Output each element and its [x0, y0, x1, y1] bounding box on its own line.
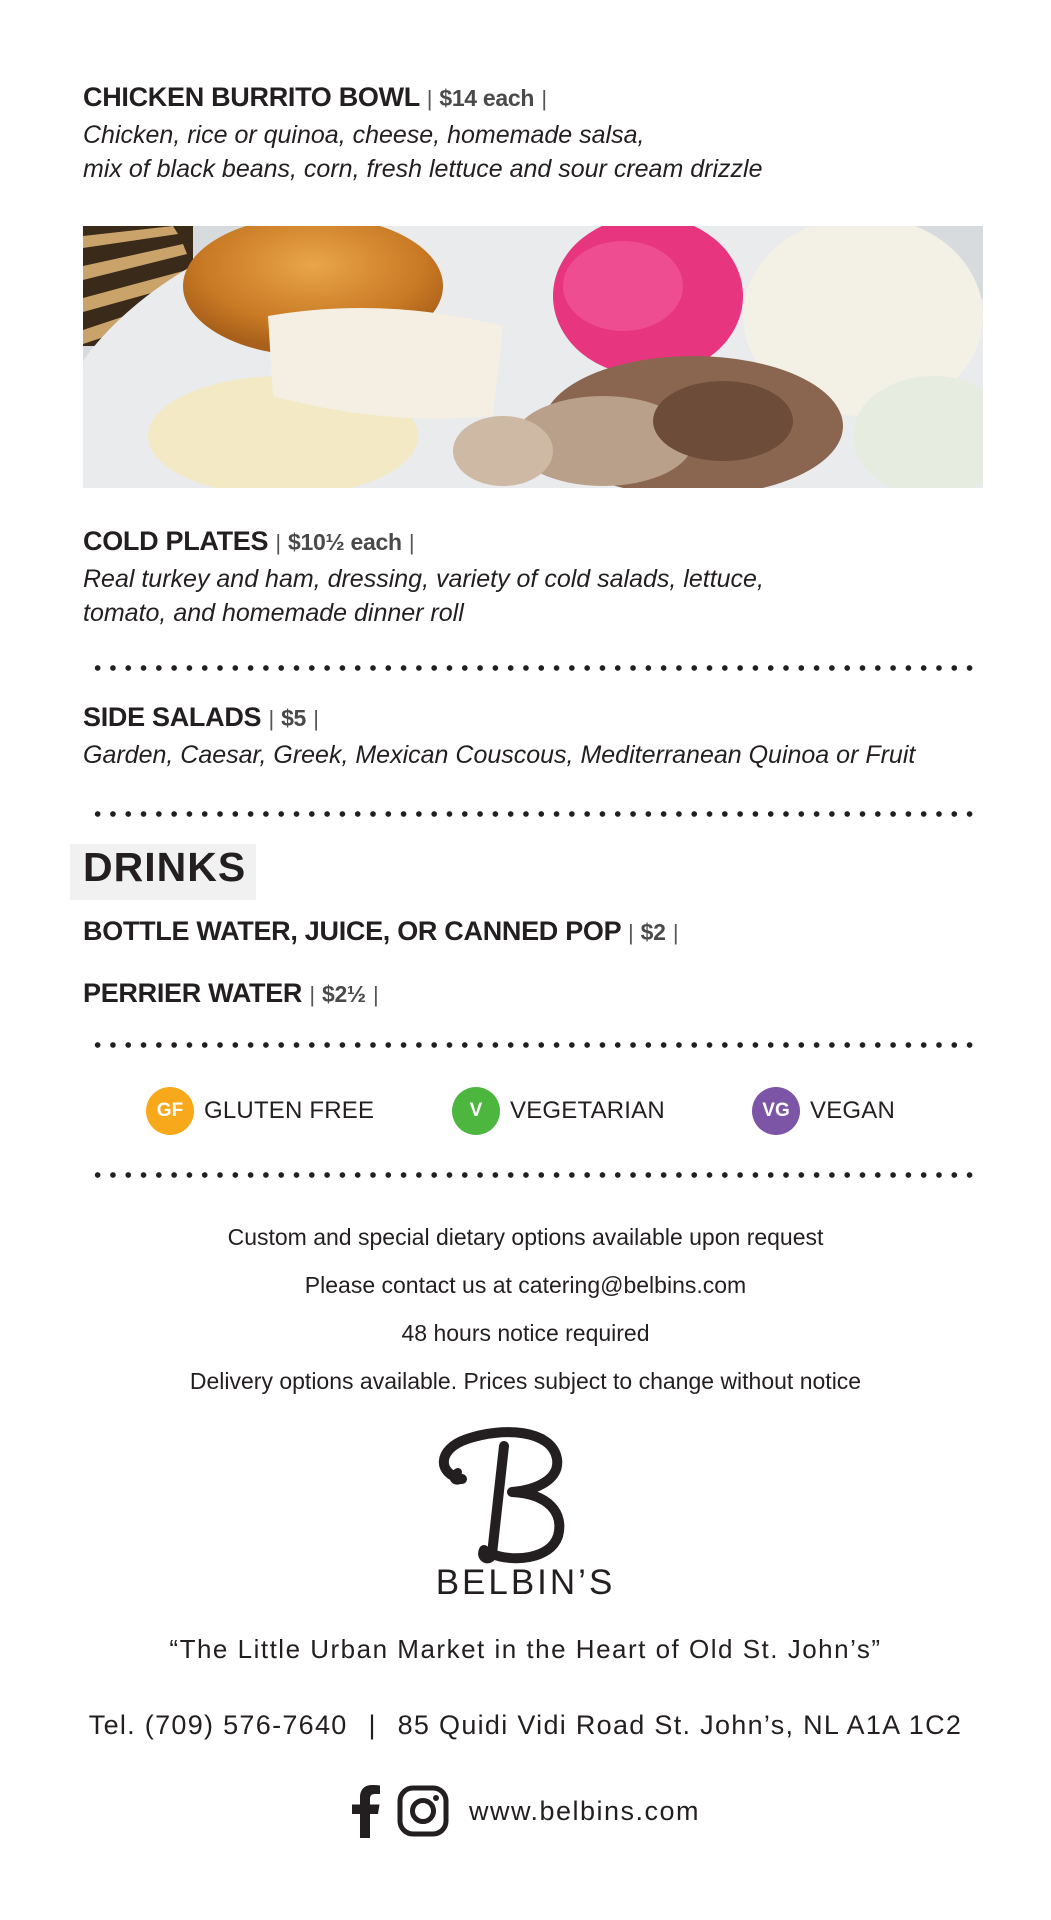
vegetarian-badge: V	[452, 1087, 500, 1135]
separator: |	[268, 706, 274, 731]
menu-item-burrito-bowl	[83, 80, 983, 186]
description-line: mix of black beans, corn, fresh lettuce and sour cream drizzle	[83, 155, 763, 183]
gluten-free-badge: GF	[146, 1087, 194, 1135]
phone-number: Tel. (709) 576-7640	[88, 1710, 348, 1740]
item-name: SIDE SALADS	[83, 702, 262, 732]
food-photo	[83, 226, 983, 488]
description-line: Garden, Caesar, Greek, Mexican Couscous, Mediterranean Quinoa or Fruit	[83, 741, 916, 769]
separator: |	[309, 982, 315, 1007]
item-title-row	[83, 700, 983, 736]
drinks-heading	[70, 844, 256, 900]
item-name: BOTTLE WATER, JUICE, OR CANNED POP	[83, 916, 621, 946]
separator: |	[628, 920, 634, 945]
tagline: “The Little Urban Market in the Heart of Old St. John’s”	[169, 1634, 882, 1664]
item-name: CHICKEN BURRITO BOWL	[83, 82, 420, 112]
drink-item-bottle-water	[83, 914, 983, 950]
separator: |	[275, 530, 281, 555]
item-price: $2	[640, 919, 666, 945]
social-row	[0, 1784, 1051, 1838]
item-price: $14 each	[439, 85, 535, 111]
food-photo-illustration	[83, 226, 983, 488]
item-title-row	[83, 976, 983, 1012]
description-line: Real turkey and ham, dressing, variety of cold salads, lettuce,	[83, 565, 764, 593]
note-contact: Please contact us at catering@belbins.com	[304, 1272, 747, 1298]
separator: |	[313, 706, 319, 731]
note-delivery: Delivery options available. Prices subject to change without notice	[189, 1368, 862, 1394]
facebook-icon[interactable]	[351, 1784, 381, 1838]
item-name: COLD PLATES	[83, 526, 269, 556]
description-line: tomato, and homemade dinner roll	[83, 599, 464, 627]
menu-item-cold-plates	[83, 524, 983, 630]
separator: |	[373, 982, 379, 1007]
legend-label: VEGETARIAN	[510, 1097, 665, 1124]
item-price: $2½	[321, 981, 366, 1007]
dotted-divider	[90, 1171, 980, 1179]
legend-gluten-free	[146, 1086, 374, 1136]
separator: |	[426, 86, 433, 111]
brand-name: BELBIN’S	[435, 1563, 616, 1602]
dotted-divider	[90, 1041, 980, 1049]
legend-label: GLUTEN FREE	[204, 1097, 375, 1124]
item-price: $10½ each	[288, 529, 402, 555]
item-name: PERRIER WATER	[83, 978, 303, 1008]
separator: |	[541, 86, 547, 111]
note-notice: 48 hours notice required	[401, 1320, 650, 1346]
contact-line	[0, 1710, 1051, 1741]
item-price: $5	[281, 705, 307, 731]
note-dietary: Custom and special dietary options available upon request	[227, 1224, 824, 1250]
item-description	[83, 562, 983, 630]
drink-item-perrier	[83, 976, 983, 1012]
separator: |	[368, 1710, 377, 1740]
legend-vegetarian	[452, 1086, 665, 1136]
item-title-row	[83, 524, 983, 560]
menu-item-side-salads	[83, 700, 983, 772]
legend-vegan	[752, 1086, 895, 1136]
separator: |	[672, 920, 679, 945]
address: 85 Quidi Vidi Road St. John’s, NL A1A 1C2	[397, 1710, 963, 1740]
dotted-divider	[90, 664, 980, 672]
dotted-divider	[90, 810, 980, 818]
logo-b-icon	[432, 1424, 582, 1564]
vegan-badge: VG	[752, 1087, 800, 1135]
legend-label: VEGAN	[810, 1097, 896, 1124]
description-line: Chicken, rice or quinoa, cheese, homemade salsa,	[83, 121, 645, 149]
item-title-row	[83, 914, 983, 950]
section-heading: DRINKS	[83, 844, 247, 890]
instagram-icon[interactable]	[397, 1785, 449, 1837]
belbins-logo-mark	[432, 1424, 582, 1564]
separator: |	[408, 530, 415, 555]
website-link[interactable]: www.belbins.com	[468, 1795, 701, 1826]
item-description	[83, 118, 983, 186]
item-description	[83, 738, 983, 772]
item-title-row	[83, 80, 983, 116]
